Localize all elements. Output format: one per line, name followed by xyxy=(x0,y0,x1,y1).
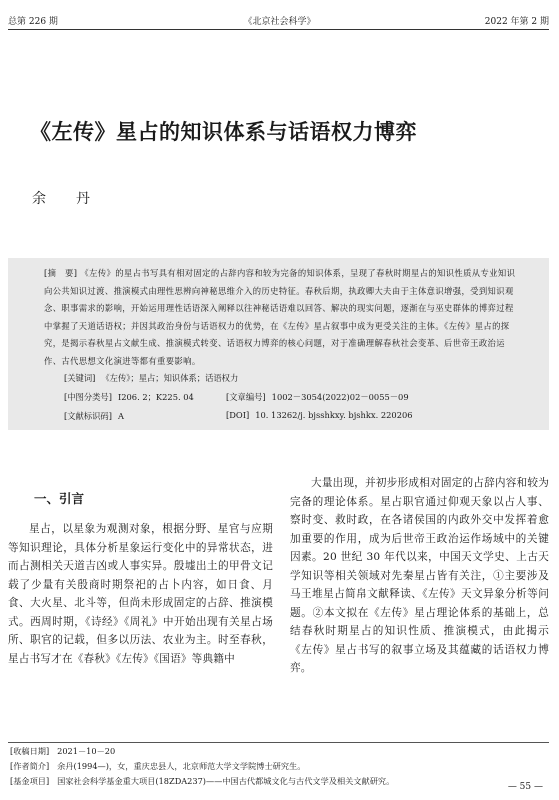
document-code-label: [文献标识码] xyxy=(64,411,112,421)
issue-total: 总第 226 期 xyxy=(8,17,58,27)
issue-number: 2022 年第 2 期 xyxy=(484,17,549,27)
header-divider xyxy=(8,29,549,30)
classification-value: I206. 2；K225. 04 xyxy=(117,392,194,402)
body-left-column: 星占，以星象为观测对象，根据分野、星官与应期等知识理论，具体分析星象运行变化中的异常状态，进而占测相关天道吉凶或人事实异。殷墟出土的甲骨文记载了少量有关殷商时期祭祀的占卜内容，如日食、月食、大火星、北斗等，但尚未形成固定的占辞、推演模式。西周时期，《诗经》《周礼》中开始出现有关星占场所、职官的记载，但多以历法、农业为主。时至春秋，星占书写才在《春秋》《左传》《国语》等典籍中 xyxy=(8,523,273,665)
received-label: [收稿日期] xyxy=(10,746,50,756)
fund-project xyxy=(10,776,394,787)
author-bio-value: 余丹(1994—)，女，重庆忠县人，北京师范大学文学院博士研究生。 xyxy=(57,761,306,771)
running-header xyxy=(0,14,559,28)
article-number-value: 1002－3054(2022)02－0055－09 xyxy=(271,392,409,402)
classification-label: [中图分类号] xyxy=(64,392,112,402)
article-number-label: [文章编号] xyxy=(226,392,266,402)
section-heading: 一、引言 xyxy=(34,491,85,506)
doi-label: [DOI] xyxy=(226,410,250,420)
footnote-divider xyxy=(8,742,549,743)
document-code-value: A xyxy=(117,411,124,421)
classification-row xyxy=(64,391,409,403)
journal-name: 《北京社会科学》 xyxy=(243,17,316,27)
keywords-row xyxy=(64,372,238,384)
author-bio xyxy=(10,761,305,772)
author-name: 余 丹 xyxy=(32,191,98,207)
article-title: 《左传》星占的知识体系与话语权力博弈 xyxy=(30,119,417,144)
received-date xyxy=(10,746,115,757)
identification-row xyxy=(64,410,413,422)
article-number xyxy=(226,391,409,403)
fund-label: [基金项目] xyxy=(10,776,50,786)
keywords-value: 《左传》；星占；知识体系；话语权力 xyxy=(101,373,239,383)
doi-value: 10. 13262/j. bjsshkxy. bjshkx. 220206 xyxy=(255,410,413,420)
abstract-text: 《左传》的星占书写具有相对固定的占辞内容和较为完备的知识体系，呈现了春秋时期星占的知识性质从专业知识向公共知识过渡、推演模式由理性思辨向神秘思维介入的历史特征。春秋后期，执政卿大夫由于主体意识增强，受到知识观念、职事需求的影响，开始运用理性话语深入阐释以往神秘话语难以回答、解决的现实问题，逐渐在与巫史群体的博弈过程中掌握了天道话语权；并因其政治身份与话语权力的优势，在《左传》星占叙事中成为更受关注的主体。《左传》星占的探究，是揭示春秋星占文献生成、推演模式转变、话语权力博弈的核心问题，对于准确理解春秋社会变革、后世帝王政治运作、古代思想文化演进等都有重要影响。 xyxy=(44,268,516,366)
page-number: — 55 — xyxy=(507,782,543,792)
body-right-paragraph: 大量出现，并初步形成相对固定的占辞内容和较为完备的理论体系。星占职官通过仰观天象以占人事、察时变、救时政，在各诸侯国的内政外交中发挥着愈加重要的作用，成为后世帝王政治运作场域中的关键因素。20 世纪 30 年代以来，中国天文学史、上古天学知识等相关领域对先秦星占皆有关注，①主要涉及马王堆星占简帛文献释读、《左传》天文异象分析等问题。②本文拟在《左传》星占理论体系的基础上，总结春秋时期星占的知识性质、推演模式，由此揭示《左传》星占书写的叙事立场及其蕴藏的话语权力博弈。 xyxy=(290,477,549,674)
author-bio-label: [作者简介] xyxy=(10,761,50,771)
abstract-paragraph xyxy=(44,265,516,370)
abstract-label: [摘 要] xyxy=(44,268,78,278)
keywords-label: [关键词] xyxy=(64,373,96,383)
body-right-column xyxy=(290,474,549,678)
received-value: 2021－10－20 xyxy=(57,746,116,756)
doi xyxy=(226,410,413,420)
fund-value: 国家社会科学基金重大项目(18ZDA237)——中国古代都城文化与古代文学及相关文献研究。 xyxy=(57,776,395,786)
